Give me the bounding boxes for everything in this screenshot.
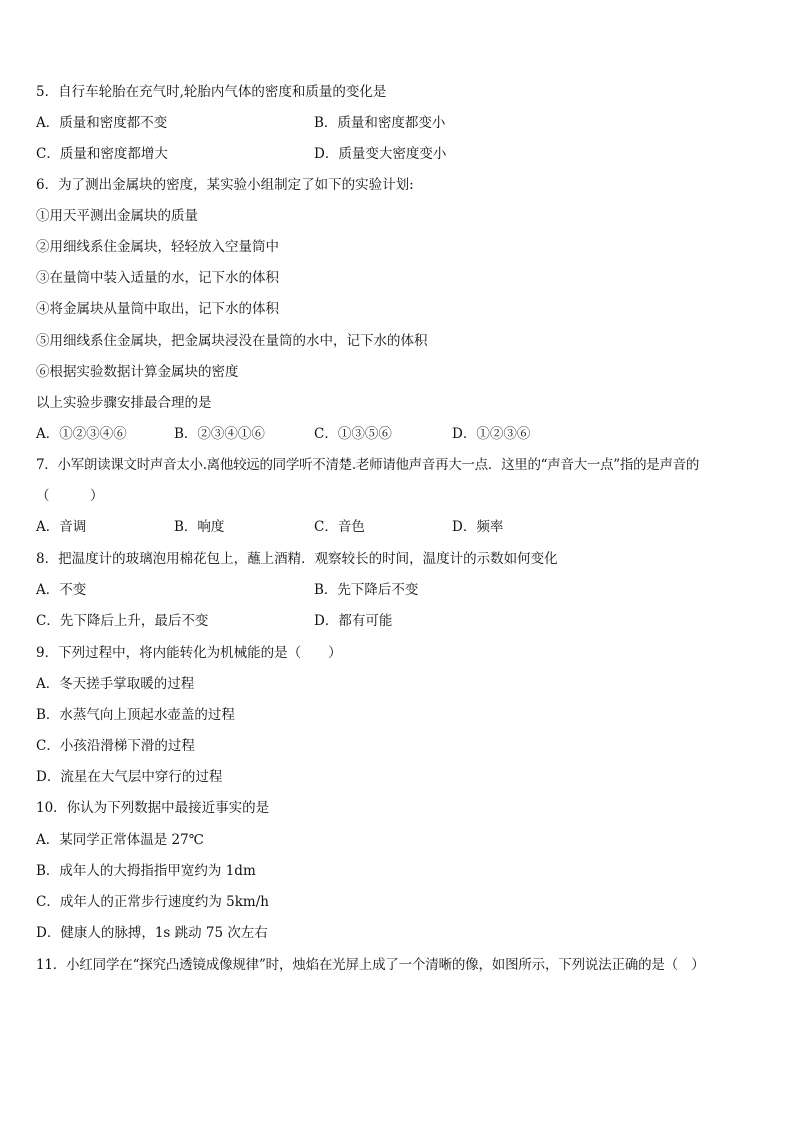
- question-6-option-c: C．①③⑤⑥: [314, 426, 392, 442]
- question-6-step-4: ④将金属块从量筒中取出，记下水的体积: [36, 301, 279, 317]
- question-10-option-d: D．健康人的脉搏，1s 跳动 75 次左右: [36, 925, 268, 941]
- question-10-option-c: C．成年人的正常步行速度约为 5km/h: [36, 894, 269, 910]
- question-5-option-c: C．质量和密度都增大: [36, 146, 168, 162]
- question-7-option-b: B．响度: [174, 519, 225, 535]
- question-7-option-d: D．频率: [452, 519, 504, 535]
- question-9-option-d: D．流星在大气层中穿行的过程: [36, 769, 223, 785]
- question-6-option-b: B．②③④①⑥: [174, 426, 265, 442]
- question-5-option-a: A．质量和密度都不变: [36, 115, 168, 131]
- question-7-option-c: C．音色: [314, 519, 365, 535]
- question-8-option-c: C．先下降后上升，最后不变: [36, 613, 209, 629]
- question-6-option-a: A．①②③④⑥: [36, 426, 127, 442]
- question-9-option-b: B．水蒸气向上顶起水壶盖的过程: [36, 707, 235, 723]
- question-6-step-2: ②用细线系住金属块，轻轻放入空量筒中: [36, 239, 279, 255]
- question-6-stem: 6．为了测出金属块的密度，某实验小组制定了如下的实验计划:: [36, 177, 414, 193]
- question-10-option-a: A．某同学正常体温是 27℃: [36, 832, 204, 848]
- question-8-option-b: B．先下降后不变: [314, 582, 419, 598]
- question-5-option-d: D．质量变大密度变小: [314, 146, 447, 162]
- question-6-prompt: 以上实验步骤安排最合理的是: [36, 395, 212, 411]
- question-8-option-d: D．都有可能: [314, 613, 393, 629]
- question-6-option-d: D．①②③⑥: [452, 426, 531, 442]
- question-5-option-b: B．质量和密度都变小: [314, 115, 446, 131]
- question-9-stem: 9．下列过程中，将内能转化为机械能的是（ ）: [36, 645, 342, 661]
- question-6-step-1: ①用天平测出金属块的质量: [36, 208, 198, 224]
- question-5-stem: 5．自行车轮胎在充气时,轮胎内气体的密度和质量的变化是: [36, 84, 387, 100]
- question-6-step-6: ⑥根据实验数据计算金属块的密度: [36, 364, 239, 380]
- question-9-option-c: C．小孩沿滑梯下滑的过程: [36, 738, 195, 754]
- question-7-blank: （ ）: [36, 488, 104, 504]
- question-7-stem: 7．小军朗读课文时声音太小.离他较远的同学听不清楚.老师请他声音再大一点．这里的“声音大一点”指的是声音的: [36, 457, 700, 473]
- question-6-step-5: ⑤用细线系住金属块，把金属块浸没在量筒的水中，记下水的体积: [36, 333, 428, 349]
- question-6-step-3: ③在量筒中装入适量的水，记下水的体积: [36, 270, 279, 286]
- question-10-option-b: B．成年人的大拇指指甲宽约为 1dm: [36, 863, 256, 879]
- question-9-option-a: A．冬天搓手掌取暖的过程: [36, 676, 195, 692]
- question-7-option-a: A．音调: [36, 519, 87, 535]
- question-8-option-a: A．不变: [36, 582, 87, 598]
- question-11-stem: 11．小红同学在“探究凸透镜成像规律”时，烛焰在光屏上成了一个清晰的像，如图所示，下列说法正确的是（ ）: [36, 957, 705, 973]
- question-10-stem: 10．你认为下列数据中最接近事实的是: [36, 800, 270, 816]
- question-8-stem: 8．把温度计的玻璃泡用棉花包上，蘸上酒精．观察较长的时间，温度计的示数如何变化: [36, 551, 558, 567]
